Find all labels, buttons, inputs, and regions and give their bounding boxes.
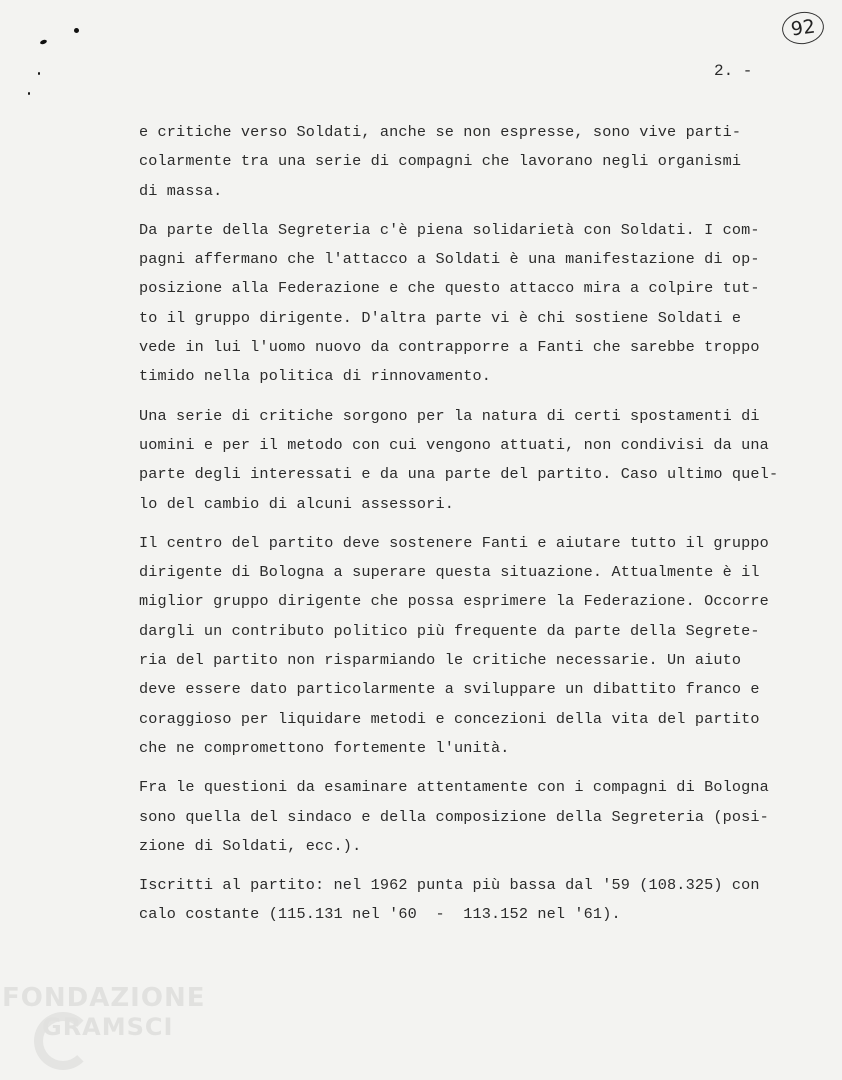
text-line: pagni affermano che l'attacco a Soldati è una manifestazione di op- xyxy=(139,250,760,269)
watermark-line-1: FONDAZIONE xyxy=(2,983,206,1013)
text-line: to il gruppo dirigente. D'altra parte vi è chi sostiene Soldati e xyxy=(139,308,742,327)
paragraph xyxy=(139,773,829,861)
text-line: deve essere dato particolarmente a sviluppare un dibattito franco e xyxy=(139,680,760,699)
paragraph xyxy=(139,402,829,519)
ink-speck xyxy=(38,72,40,75)
paragraph xyxy=(139,118,829,206)
text-line: parte degli interessati e da una parte del partito. Caso ultimo quel- xyxy=(139,465,779,484)
page-number: 2. - xyxy=(714,62,753,80)
text-line: coraggioso per liquidare metodi e concezioni della vita del partito xyxy=(139,709,760,728)
text-line: calo costante (115.131 nel '60 - 113.152 nel '61). xyxy=(139,905,621,924)
text-line: zione di Soldati, ecc.). xyxy=(139,836,362,855)
text-line: dargli un contributo politico più frequente da parte della Segrete- xyxy=(139,621,760,640)
text-line: ria del partito non risparmiando le critiche necessarie. Un aiuto xyxy=(139,651,742,670)
text-line: posizione alla Federazione e che questo attacco mira a colpire tut- xyxy=(139,279,760,298)
paragraph xyxy=(139,216,829,392)
text-line: e critiche verso Soldati, anche se non espresse, sono vive parti- xyxy=(139,123,742,141)
text-line: lo del cambio di alcuni assessori. xyxy=(139,494,454,513)
text-line: vede in lui l'uomo nuovo da contrapporre a Fanti che sarebbe troppo xyxy=(139,338,760,357)
text-line: miglior gruppo dirigente che possa esprimere la Federazione. Occorre xyxy=(139,592,769,611)
watermark-line-2: GRAMSCI xyxy=(42,1013,174,1041)
text-line: dirigente di Bologna a superare questa situazione. Attualmente è il xyxy=(139,563,760,582)
paragraph xyxy=(139,871,829,930)
watermark xyxy=(2,985,205,1039)
text-line: Il centro del partito deve sostenere Fanti e aiutare tutto il gruppo xyxy=(139,533,769,552)
archive-page-number: 92 xyxy=(780,9,826,47)
text-line: Una serie di critiche sorgono per la natura di certi spostamenti di xyxy=(139,406,760,425)
text-line: colarmente tra una serie di compagni che lavorano negli organismi xyxy=(139,152,742,171)
ink-speck xyxy=(40,39,48,45)
ink-speck xyxy=(74,28,79,33)
text-line: Da parte della Segreteria c'è piena solidarietà con Soldati. I com- xyxy=(139,220,760,239)
text-line: Fra le questioni da esaminare attentamente con i compagni di Bologna xyxy=(139,778,769,797)
text-line: di massa. xyxy=(139,181,223,200)
document-body xyxy=(139,118,829,940)
paragraph xyxy=(139,529,829,763)
text-line: uomini e per il metodo con cui vengono attuati, non condivisi da una xyxy=(139,435,769,454)
text-line: che ne compromettono fortemente l'unità. xyxy=(139,738,510,757)
text-line: timido nella politica di rinnovamento. xyxy=(139,367,492,386)
ink-speck xyxy=(28,92,30,95)
text-line: sono quella del sindaco e della composizione della Segreteria (posi- xyxy=(139,807,769,826)
text-line: Iscritti al partito: nel 1962 punta più bassa dal '59 (108.325) con xyxy=(139,876,760,895)
